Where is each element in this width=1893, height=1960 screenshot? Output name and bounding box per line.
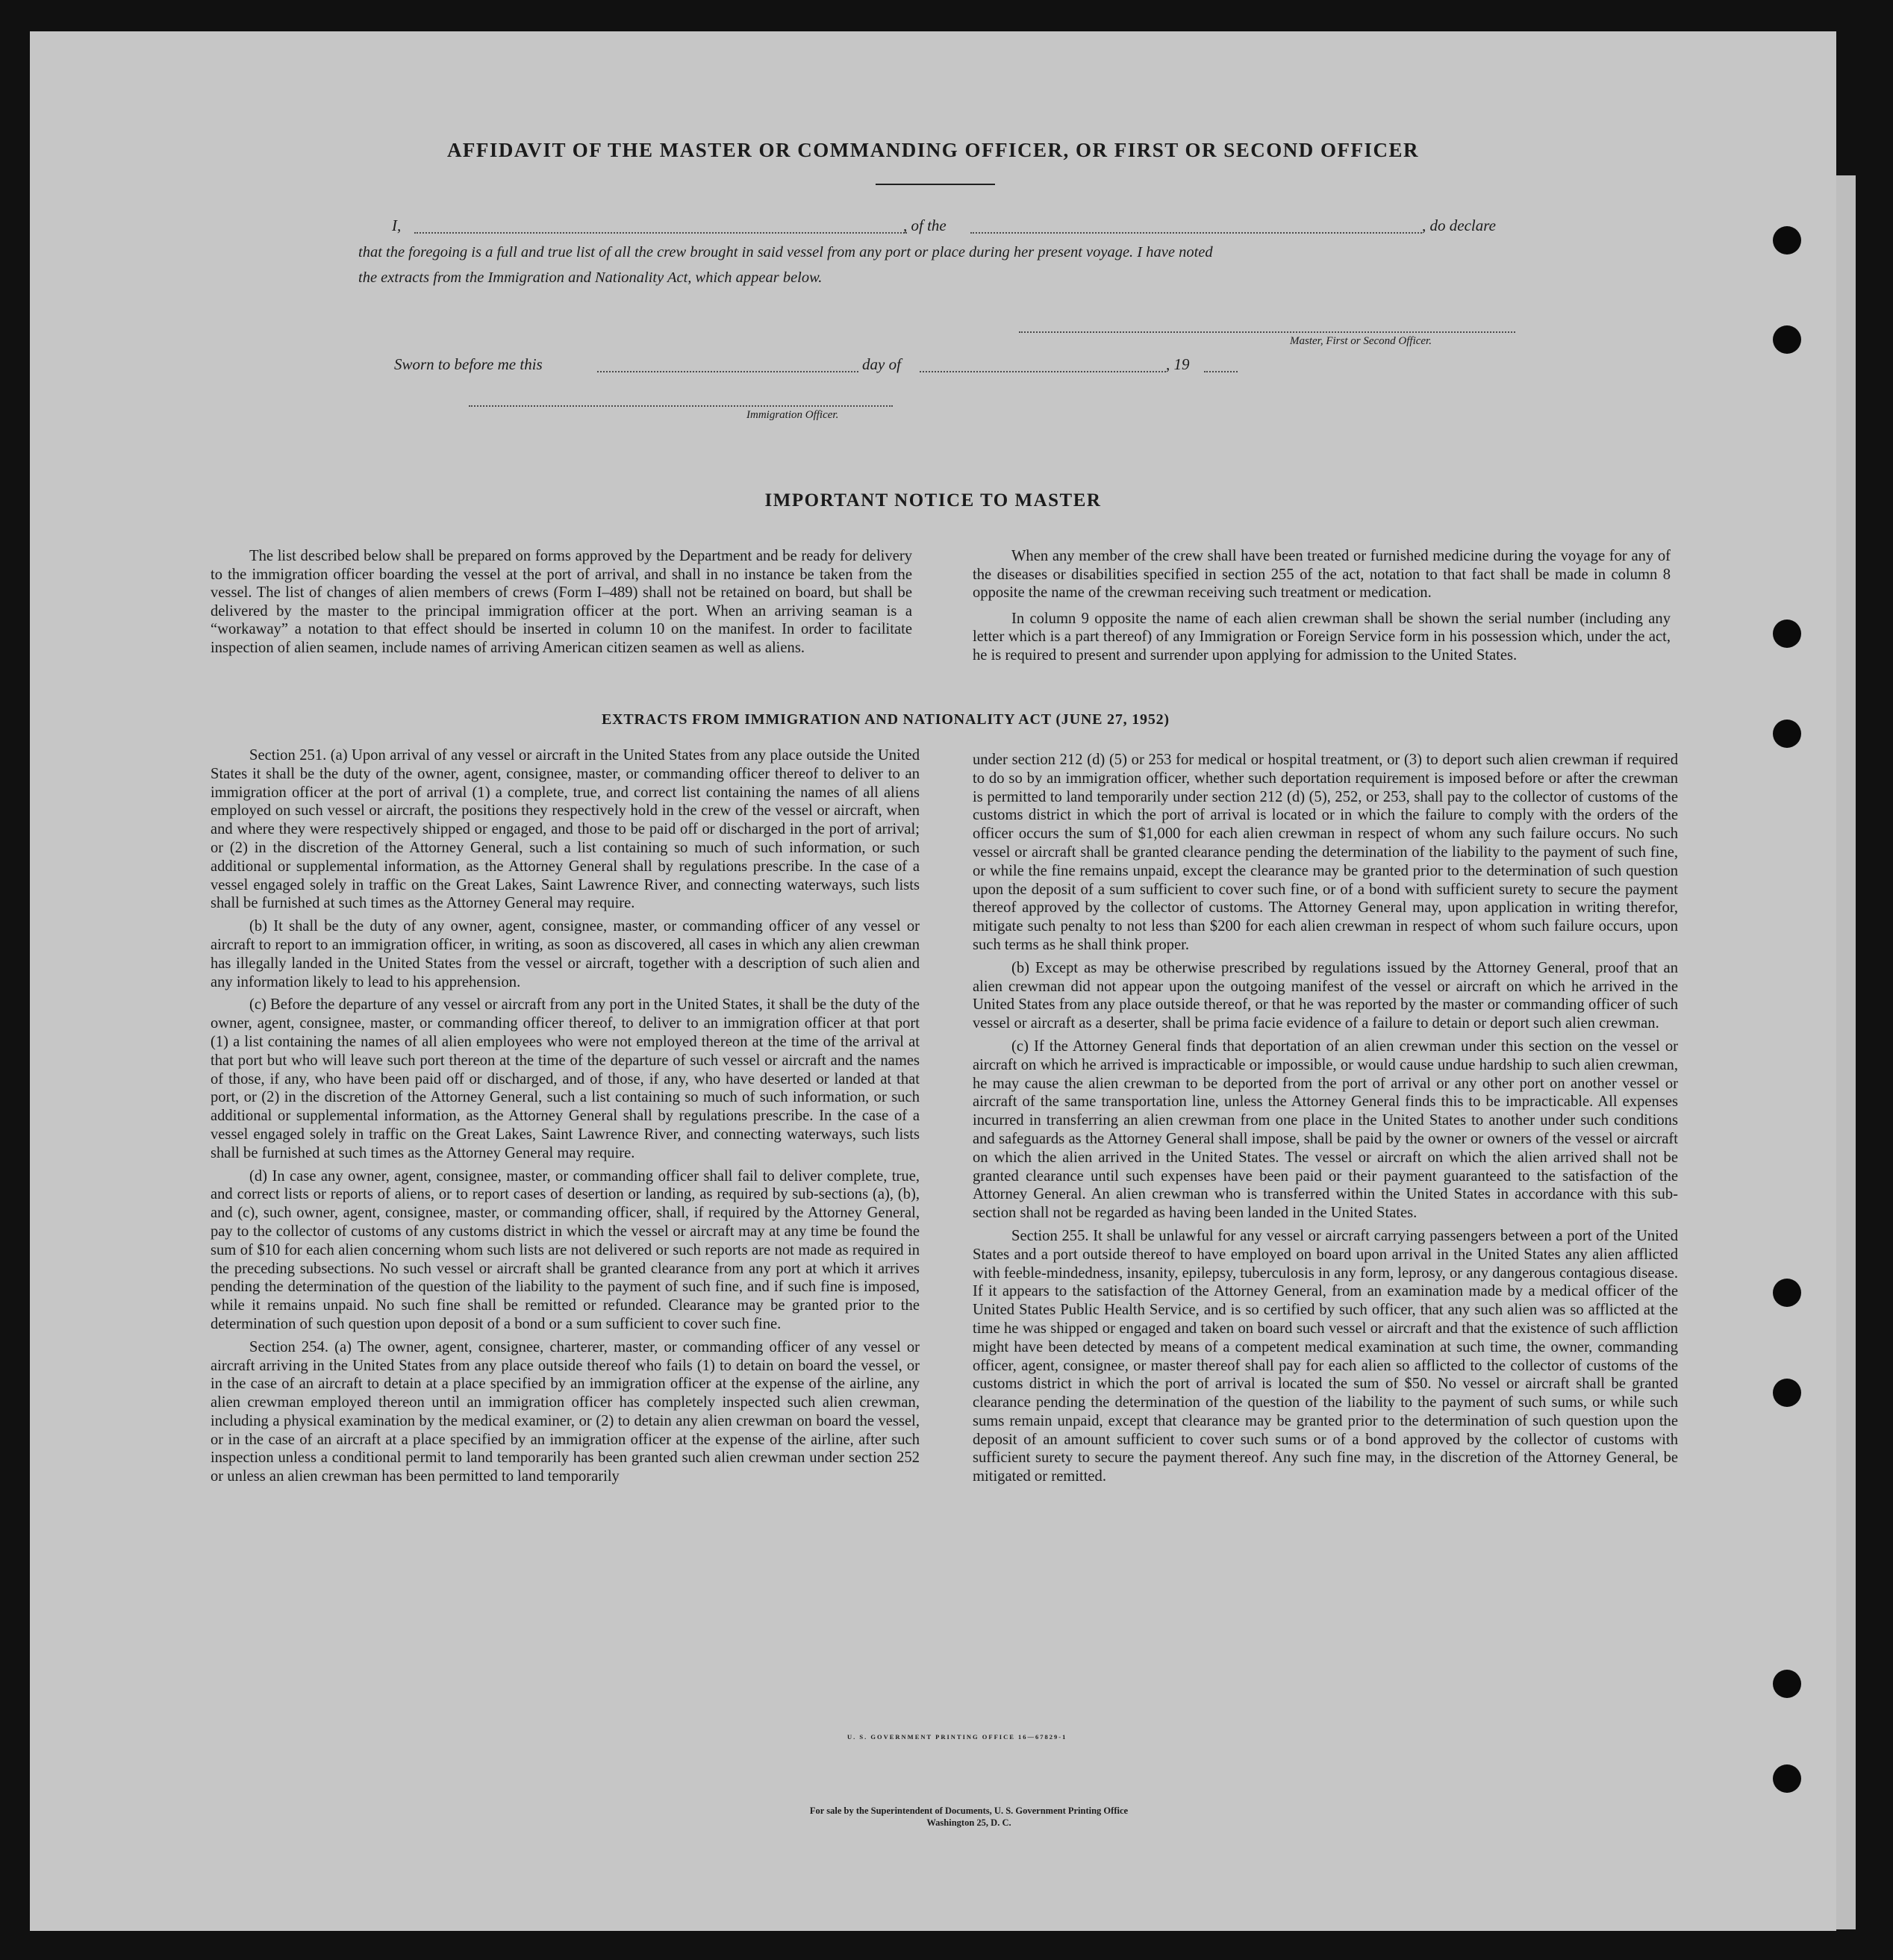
section-paragraph: (b) It shall be the duty of any owner, agent, consignee, master, or commanding officer of any vessel or aircraft to report to an immigration officer, in writing, as soon as discovered, all cases in which any alien crewman has illegally landed in the United States from the vessel or aircraft, together with a description of such alien and any information likely to lead to his apprehension. [210,918,920,990]
sales-footer [648,1805,1290,1829]
master-signature-label: Master, First or Second Officer. [1290,335,1432,347]
year-label: , 19 [1166,355,1190,373]
notice-left-column [210,547,912,658]
punch-hole [1773,1279,1801,1307]
sworn-month-field[interactable] [920,371,1166,372]
immigration-officer-label: Immigration Officer. [746,409,839,421]
declarant-label: I, [392,216,402,234]
notice-right-column [973,547,1671,665]
punch-hole [1773,226,1801,255]
notice-paragraph: In column 9 opposite the name of each alien crewman shall be shown the serial number (including any letter which is a part thereof) of any Immigration or Foreign Service form in his possession which, under the act, he is required to present and surrender upon applying for admission to the United States. [973,610,1671,664]
section-paragraph: under section 212 (d) (5) or 253 for medical or hospital treatment, or (3) to deport such alien crewman if required to do so by an immigration officer, whether such deportation requirement is imposed before or after the crewman is permitted to land temporarily under section 212 (d) (5), 252, or 253, shall pay to the collector of customs of the customs district in which the port of arrival is located or in which the failure to comply with the orders of the officer occurs the sum of $1,000 for each alien crewman in respect of whom any such failure occurs. No such vessel or aircraft shall be granted clearance pending the determination of the liability to the payment of such fine, or while the fine remains unpaid, except the clearance may be granted prior to the determination of such question upon the deposit of a sum sufficient to cover such fine, or of a bond with sufficient surety to secure the payment thereof approved by the collector of customs. The Attorney General may, upon application in writing therefor, mitigate such penalty to not less than $200 for each alien crewman in respect of whom such failure occurs, upon such terms as he shall think proper. [973,752,1678,953]
punch-hole [1773,720,1801,748]
page-edge-strip [1836,175,1856,1929]
section-paragraph: (c) Before the departure of any vessel or aircraft from any port in the United States, it shall be the duty of the owner, agent, consignee, master, or commanding officer thereof, to deliver to an immigration officer at that port (1) a list containing the names of all alien employees who were not employed thereon at the time of the arrival at that port but who will leave such port thereon at the time of the departure of such vessel or aircraft and the names of those, if any, who have been paid off or discharged, and of those, if any, who have deserted or landed at that port, or (2) in the discretion of the Attorney General, such a list containing so much of such information, or such additional or supplemental information, as the Attorney General shall by regulations prescribe. In the case of a vessel engaged solely in traffic on the Great Lakes, Saint Lawrence River, and connecting waterways, such lists shall be furnished at such times as the Attorney General may require. [210,996,920,1161]
footer-line: Washington 25, D. C. [926,1817,1011,1828]
affidavit-title: AFFIDAVIT OF THE MASTER OR COMMANDING OFFICER, OR FIRST OR SECOND OFFICER [446,139,1420,161]
extracts-title: EXTRACTS FROM IMMIGRATION AND NATIONALITY ACT (JUNE 27, 1952) [602,711,1170,728]
sworn-day-field[interactable] [597,371,858,372]
section-paragraph: Section 255. It shall be unlawful for any vessel or aircraft carrying passengers between a port of the United States and a port outside thereof to have employed on board upon arrival in the United States any alien afflicted with feeble-mindedness, insanity, epilepsy, tuberculosis in any form, leprosy, or any dangerous contagious disease. If it appears to the satisfaction of the Attorney General, from an examination made by a medical officer of the United States Public Health Service, and is so certified by such officer, that any such alien was so afflicted at the time he was shipped or engaged and taken on board such vessel or aircraft and that the existence of such affliction might have been detected by means of a competent medical examination at such time, the owner, commanding officer, agent, consignee, or master thereof shall pay for each alien so afflicted to the collector of customs of the customs district in which the port of arrival is located the sum of $50. No vessel or aircraft shall be granted clearance pending the determination of the question of the liability to the payment of such sums, or while such sums remain unpaid, except that clearance may be granted prior to the determination of such question upon the deposit of an amount sufficient to cover such sums or of a bond approved by the collector of customs with sufficient surety to secure the payment thereof. Any such fine may, in the discretion of the Attorney General, be mitigated or remitted. [973,1227,1678,1485]
notice-paragraph: When any member of the crew shall have been treated or furnished medicine during the voyage for any of the diseases or disabilities specified in section 255 of the act, notation to that fact shall be made in column 8 opposite the name of the crewman receiving such treatment or medication. [973,548,1671,602]
extracts-left-column [210,746,920,1486]
notice-paragraph: The list described below shall be prepared on forms approved by the Department and be ready for delivery to the immigration officer boarding the vessel at the port of arrival, and shall in no instance be taken from the vessel. The list of changes of alien members of crews (Form I–489) shall not be retained on board, but shall be delivered by the master to the principal immigration officer at the port. When an arriving seaman is a “workaway” a notation to that effect should be inserted in column 10 on the manifest. In order to facilitate inspection of alien seamen, include names of arriving American citizen seamen as well as aliens. [210,548,912,656]
day-of-label: day of [862,355,901,373]
extracts-right-column [973,751,1678,1486]
printer-mark: U. S. GOVERNMENT PRINTING OFFICE 16—67829-1 [847,1733,1067,1741]
of-the-label: , of the [903,216,946,234]
punch-hole [1773,619,1801,648]
do-declare-label: , do declare [1422,216,1496,234]
declarant-name-field[interactable] [414,232,907,234]
sworn-year-field[interactable] [1204,371,1238,372]
declaration-line-3: the extracts from the Immigration and Nationality Act, which appear below. [358,269,823,286]
section-paragraph: (b) Except as may be otherwise prescribed by regulations issued by the Attorney General, proof that an alien crewman did not appear upon the outgoing manifest of the vessel or aircraft on which he arrived in the United States from any place outside thereof, or that he was reported by the master or commanding officer of such vessel or aircraft as a deserter, shall be prima facie evidence of a failure to detain or deport such alien crewman. [973,959,1678,1032]
master-signature-field[interactable] [1019,331,1515,333]
punch-hole [1773,1379,1801,1407]
section-paragraph: (c) If the Attorney General finds that deportation of an alien crewman under this section on the vessel or aircraft on which he arrived is impracticable or impossible, or would cause undue hardship to such alien crewman, he may cause the alien crewman to be deported from the port of arrival or any other port on another vessel or aircraft of the same transportation line, unless the Attorney General finds this to be impracticable. All expenses incurred in transferring an alien crewman from one place in the United States to another under such conditions and safeguards as the Attorney General shall impose, shall be paid by the owner or owners of the vessel or aircraft on which the alien arrived in the United States. The vessel or aircraft on which the alien arrived shall not be granted clearance until such expenses have been paid or their payment guaranteed to the satisfaction of the Attorney General. An alien crewman who is transferred within the United States in accordance with this sub-section shall not be regarded as having been landed in the United States. [973,1037,1678,1222]
section-paragraph: Section 254. (a) The owner, agent, consignee, charterer, master, or commanding officer of any vessel or aircraft arriving in the United States from any place outside thereof who fails (1) to detain on board the vessel, or in the case of an aircraft to detain at a place specified by an immigration officer at the expense of the airline, any alien crewman employed thereon until an immigration officer has completely inspected such alien crewman, including a physical examination by the medical examiner, or (2) to detain any alien crewman on board the vessel, or in the case of an aircraft at a place specified by an immigration officer at the expense of the airline, after such inspection unless a conditional permit to land temporarily has been granted such alien crewman under section 252 or unless an alien crewman has been permitted to land temporarily [210,1338,920,1485]
punch-hole [1773,325,1801,354]
title-rule [876,184,995,185]
footer-line: For sale by the Superintendent of Documents, U. S. Government Printing Office [809,1805,1129,1816]
punch-hole [1773,1670,1801,1698]
notice-title: IMPORTANT NOTICE TO MASTER [764,490,1102,511]
sworn-label: Sworn to before me this [394,355,543,373]
vessel-name-field[interactable] [970,232,1422,234]
immigration-officer-signature-field[interactable] [469,405,893,407]
section-paragraph: (d) In case any owner, agent, consignee, master, or commanding officer shall fail to deliver complete, true, and correct lists or reports of aliens, or to report cases of desertion or landing, as required by sub-sections (a), (b), and (c), such owner, agent, consignee, master, or commanding officer, shall, if required by the Attorney General, pay to the collector of customs of any customs district in which the vessel or aircraft may at any time be found the sum of $10 for each alien concerning whom such lists are not delivered or such reports are not made as required in the preceding subsections. No such vessel or aircraft shall be granted clearance from any port at which it arrives pending the determination of the question of the liability to the payment of such fine, and if such fine is imposed, while it remains unpaid. No such fine shall be remitted or refunded. Clearance may be granted prior to the determination of such question upon deposit of a bond or a sum sufficient to cover such fine. [210,1167,920,1332]
punch-hole [1773,1764,1801,1793]
declaration-line-2: that the foregoing is a full and true list of all the crew brought in said vessel from any port or place during her present voyage. I have noted [358,244,1213,260]
section-paragraph: Section 251. (a) Upon arrival of any vessel or aircraft in the United States from any place outside the United States it shall be the duty of the owner, agent, consignee, master, or commanding officer thereof to deliver to an immigration officer at the port of arrival (1) a complete, true, and correct list containing the names of all aliens employed on such vessel or aircraft, the positions they respectively hold in the crew of the vessel or aircraft, when and where they were respectively shipped or engaged, and those to be paid off or discharged in the port of arrival; or (2) in the discretion of the Attorney General, such a list containing so much of such information, or such additional or supplemental information, as the Attorney General shall by regulations prescribe. In the case of a vessel engaged solely in traffic on the Great Lakes, Saint Lawrence River, and connecting waterways, such lists shall be furnished at such times as the Attorney General may require. [210,747,920,912]
